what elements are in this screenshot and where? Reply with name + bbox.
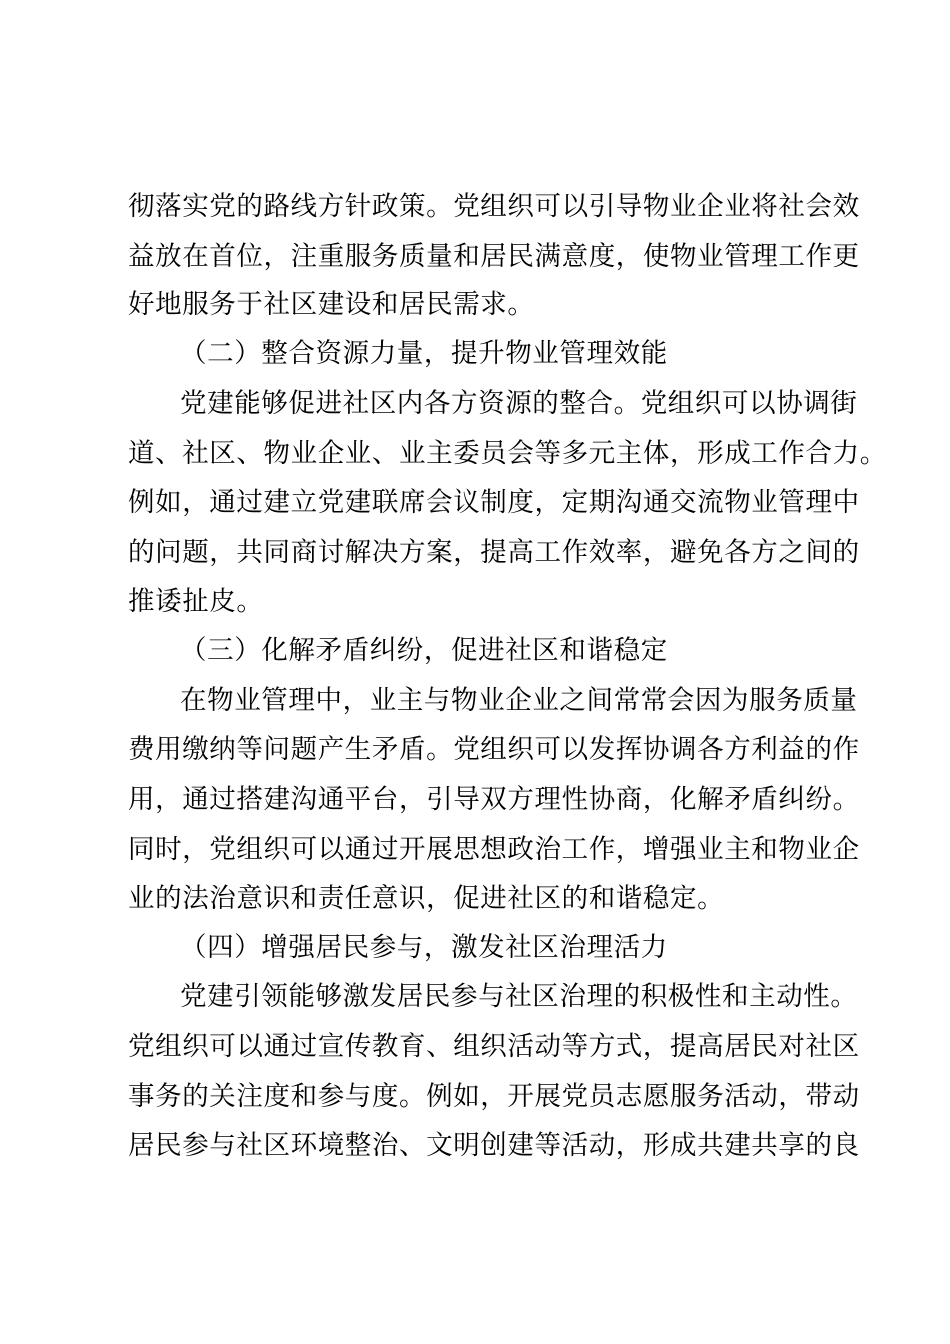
paragraph-line: 费用缴纳等问题产生矛盾。党组织可以发挥协调各方利益的作: [128, 734, 860, 765]
paragraph-line: 的问题，共同商讨解决方案，提高工作效率，避免各方之间的: [128, 537, 860, 568]
paragraph-line: 益放在首位，注重服务质量和居民满意度，使物业管理工作更: [128, 241, 860, 272]
section-heading: （二）整合资源力量，提升物业管理效能: [180, 338, 668, 369]
paragraph-line: 推诿扯皮。: [128, 586, 264, 617]
paragraph-line: 居民参与社区环境整治、文明创建等活动，形成共建共享的良: [128, 1130, 860, 1161]
paragraph-line: 在物业管理中，业主与物业企业之间常常会因为服务质量: [180, 685, 858, 716]
section-heading: （三）化解矛盾纠纷，促进社区和谐稳定: [180, 635, 668, 666]
paragraph-line: 好地服务于社区建设和居民需求。: [128, 289, 535, 320]
paragraph-line: 事务的关注度和参与度。例如，开展党员志愿服务活动，带动: [128, 1081, 860, 1112]
paragraph-line: 同时，党组织可以通过开展思想政治工作，增强业主和物业企: [128, 834, 860, 865]
paragraph-line: 道、社区、物业企业、业主委员会等多元主体，形成工作合力。: [128, 438, 887, 469]
paragraph-line: 业的法治意识和责任意识，促进社区的和谐稳定。: [128, 883, 725, 914]
paragraph-line: 例如，通过建立党建联席会议制度，定期沟通交流物业管理中: [128, 487, 860, 518]
paragraph-line: 党建引领能够激发居民参与社区治理的积极性和主动性。: [180, 981, 858, 1012]
paragraph-line: 用，通过搭建沟通平台，引导双方理性协商，化解矛盾纠纷。: [128, 784, 860, 815]
paragraph-line: 党组织可以通过宣传教育、组织活动等方式，提高居民对社区: [128, 1031, 860, 1062]
section-heading: （四）增强居民参与，激发社区治理活力: [180, 932, 668, 963]
paragraph-line: 党建能够促进社区内各方资源的整合。党组织可以协调街: [180, 388, 858, 419]
paragraph-line: 彻落实党的路线方针政策。党组织可以引导物业企业将社会效: [128, 191, 860, 222]
